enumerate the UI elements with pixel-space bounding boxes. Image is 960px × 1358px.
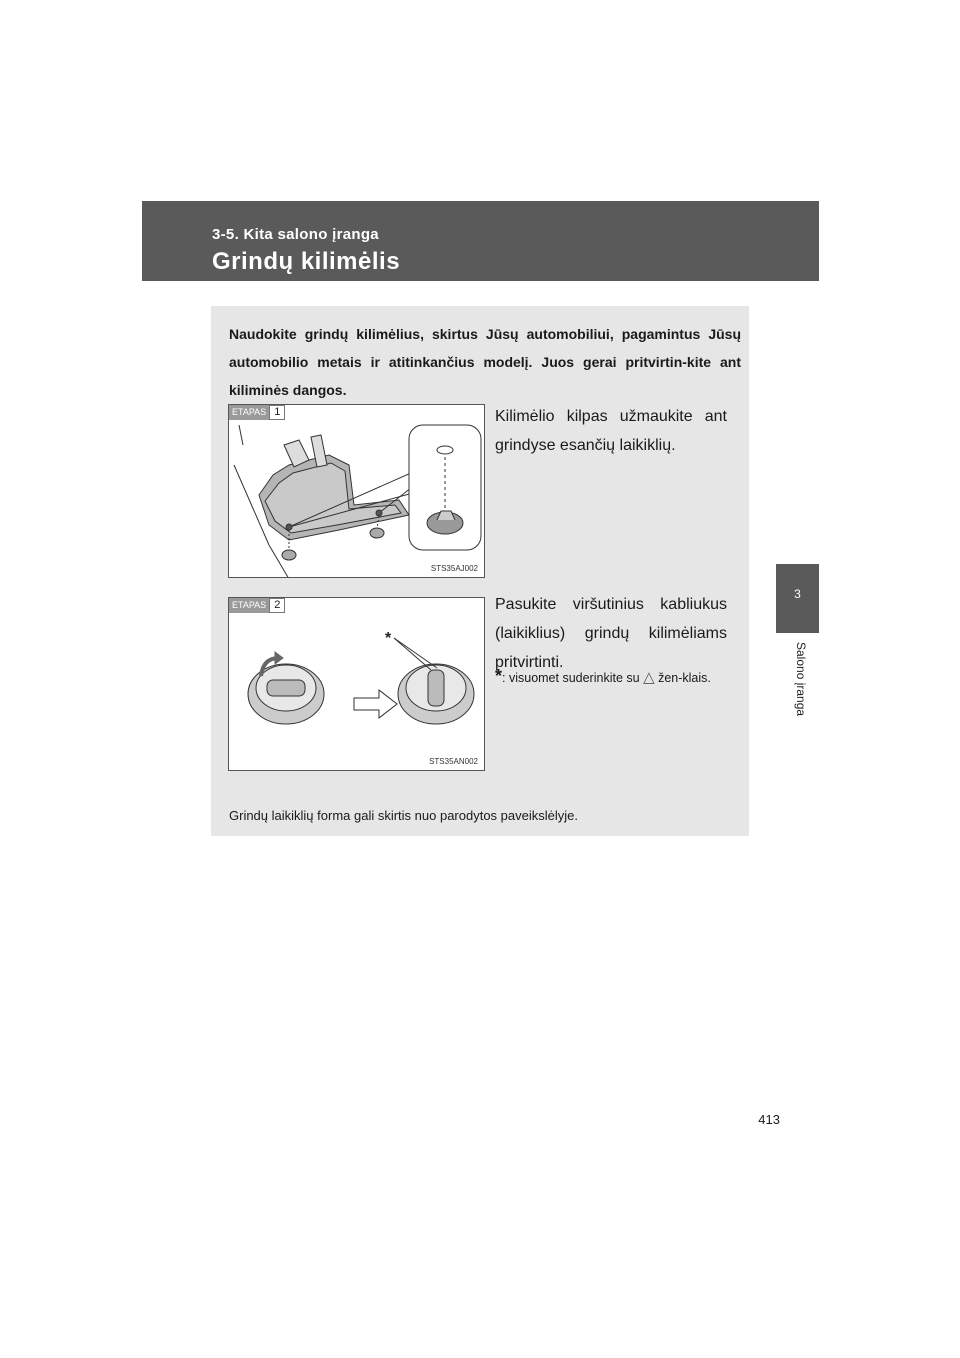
chapter-tab-label: Salono įranga [794,642,808,717]
asterisk-marker: * [385,630,392,647]
step1-text: Kilimėlio kilpas užmaukite ant grindyse esančių laikiklių. [495,408,727,454]
step2-figure [228,597,485,771]
page-title: Grindų kilimėlis [212,248,401,275]
chapter-tab: 3 [776,564,819,633]
step1-badge-number: 1 [269,405,285,420]
page-number: 413 [758,1112,780,1127]
note-asterisk: * [495,666,503,686]
step2-badge [229,598,285,613]
floor-mat-illustration [229,405,485,578]
triangle-icon: △ [643,669,655,686]
step2-text: Pasukite viršutinius kabliukus (laikiklius) grindų kilimėliams pritvirtinti. [495,596,727,671]
step2-figure-code: STS35AN002 [429,757,478,766]
figure-caption: Grindų laikiklių forma gali skirtis nuo parodytos paveikslėlyje. [229,808,578,823]
step2-badge-number: 2 [269,598,285,613]
intro-text: Naudokite grindų kilimėlius, skirtus Jūsų automobiliui, pagamintus Jūsų automobilio metais ir atitinkančius modelį. Juos gerai pritvirtin-kite ant kiliminės dangos. [229,326,741,398]
step1-badge [229,405,285,420]
asterisk-note [495,666,727,689]
section-header [142,201,819,281]
step1-figure [228,404,485,578]
hook-rotation-illustration [229,598,485,771]
content-box [211,306,749,836]
note-text-before: : visuomet suderinkite su [502,671,644,685]
section-label: 3-5. Kita salono įranga [212,226,379,243]
note-text-after: žen-klais. [654,671,711,685]
step1-figure-code: STS35AJ002 [430,564,478,573]
step2-badge-word: ETAPAS [229,598,269,613]
step1-badge-word: ETAPAS [229,405,269,420]
